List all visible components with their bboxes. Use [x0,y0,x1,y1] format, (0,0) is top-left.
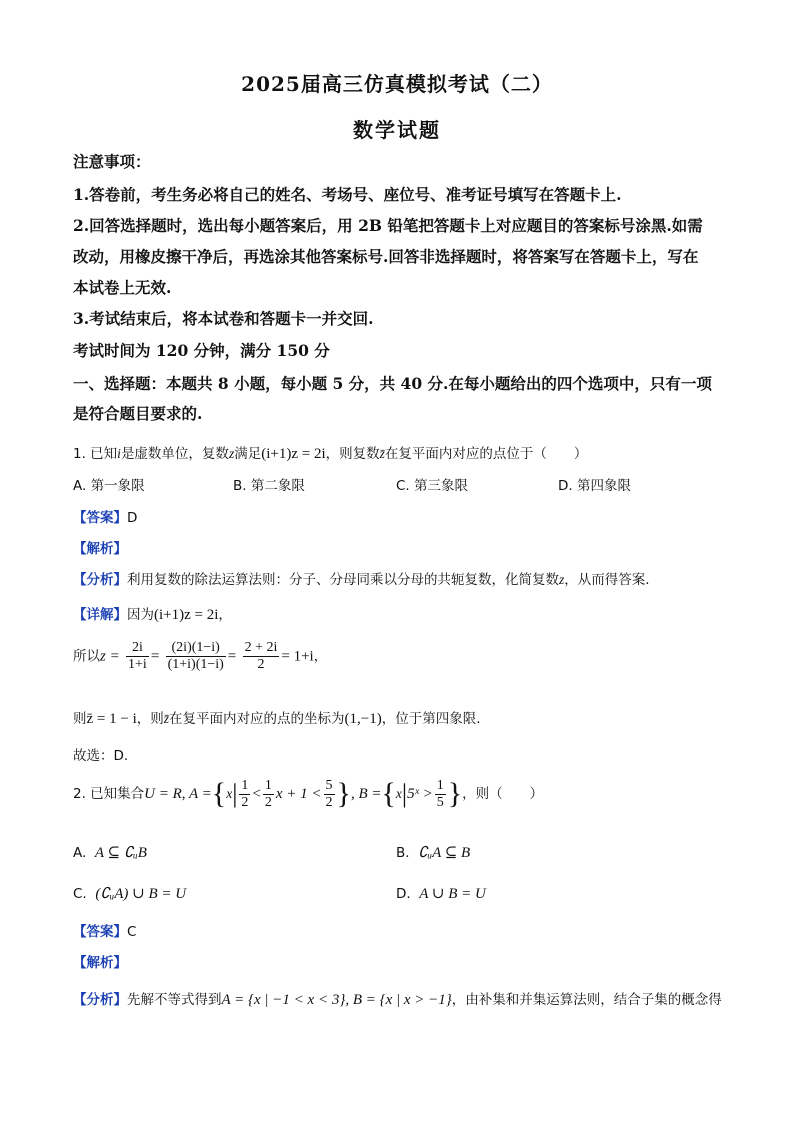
q2-option-b [396,843,470,862]
q2-option-d [396,884,486,903]
q1-equation: (i+1)z = 2i [261,446,326,462]
notice-heading: 注意事项： [73,152,151,171]
fraction-den: (1+i)(1−i) [167,657,224,672]
q1-answer-value: D [127,510,138,526]
notice-line-2: 2.回答选择题时，选出每小题答案后，用 2B 铅笔把答题卡上对应题目的答案标号涂黑.如需 [73,216,703,235]
answer-tag: 【答案】 [73,510,127,526]
fraction [166,640,226,673]
fraction-den: 2 [264,794,272,810]
fraction-den: 5 [436,794,444,810]
fraction-num: 1 [436,777,444,793]
section-heading-line-1: 一、选择题：本题共 8 小题，每小题 5 分，共 40 分.在每小题给出的四个选项中，只有一项 [73,374,712,393]
fraction-den: 2 [241,794,249,810]
q2-five-x: 5ˣ > [407,786,433,802]
q2-set-u: U = R, A = [144,786,212,802]
q1-fenxi-text: 利用复数的除法运算法则：分子、分母同乘以分母的共轭复数，化简复数 [127,572,559,588]
fraction-num: 2i [126,640,149,657]
q2-lt: < [252,786,261,802]
q1-then-point: (1,−1) [344,711,382,727]
q2-option-a [73,843,147,862]
q1-xiangjie-text: 因为 [127,607,154,623]
option-label: B. [396,845,410,861]
fraction-den: 2 [325,794,333,810]
q1-option-c: C. 第三象限 [396,478,469,494]
analysis-tag: 【解析】 [73,541,127,557]
q2-option-c [73,884,186,903]
fenxi-tag: 【分析】 [73,992,127,1008]
q2-fenxi-text: ，由补集和并集运算法则，结合子集的概念得 [451,992,722,1008]
q2-mid: x + 1 < [275,786,322,802]
q1-zbar: z̄ [379,446,385,461]
notice-line-3: 改动，用橡皮擦干净后，再选涂其他答案标号.回答非选择题时，将答案写在答题卡上，写在 [73,247,699,266]
q1-stem [73,442,587,463]
q1-stem-text: 满足 [234,446,262,462]
q1-fenxi-z: z [559,572,565,587]
q1-i: i [117,446,121,461]
option-math: (∁ᵤA) ∪ B = U [95,886,187,902]
q1-stem-text: 是虚数单位，复数 [120,446,229,462]
q1-answer [73,506,137,526]
option-label: A. [73,845,87,861]
exam-subtitle: 数学试题 [353,118,441,142]
q2-fenxi [73,988,722,1009]
q2-x: x [395,786,402,801]
q2-x: x [226,786,233,801]
analysis-tag: 【解析】 [73,955,127,971]
fraction-num: 1 [264,777,272,793]
section-heading-line-2: 是符合题目要求的. [73,404,203,423]
q1-stem-text: ，则复数 [325,446,380,462]
q1-then-text: ，位于第四象限. [381,711,481,727]
q2-stem-text: 2. 已知集合 [73,786,145,802]
q1-option-b: B. 第二象限 [233,478,305,494]
exam-time-note: 考试时间为 120 分钟，满分 150 分 [73,341,330,360]
notice-line-4: 本试卷上无效. [73,278,172,297]
fraction-den: 2 [257,657,265,672]
q1-conclusion [73,707,481,728]
q1-so-text: 所以 [73,648,100,665]
option-math: A ∪ B = U [419,886,486,902]
q1-xiangjie-text: ， [218,607,232,623]
q2-fenxi-text: 先解不等式得到 [127,992,222,1008]
q1-then-text: 则 [73,711,87,727]
fraction-num: 2 + 2i [244,640,278,655]
q1-fenxi-text: ，从而得答案. [564,572,650,588]
q1-stem-text: 1. 已知 [73,446,118,462]
q2-set-b: , B = [350,786,382,802]
xiangjie-tag: 【详解】 [73,607,127,623]
fraction-num: 1 [241,777,249,793]
q2-answer-value: C [127,924,137,940]
q1-z: z [228,446,235,461]
q1-so-z: z = [100,648,120,665]
q2-fenxi-eq: A = {x | −1 < x < 3}, B = {x | x > −1} [221,992,452,1008]
q1-then-text: 在复平面内对应的点的坐标为 [169,711,345,727]
option-math: A ⊆ ∁ᵤB [94,845,147,861]
q1-choose: 故选：D. [73,748,129,764]
exam-title: 2025届高三仿真模拟考试（二） [241,72,553,96]
option-math: ∁ᵤA ⊆ B [418,845,471,861]
fraction [239,778,250,811]
q1-so-tail: = 1+i [281,648,314,665]
fraction [324,778,335,811]
q1-xiangjie [73,603,232,624]
notice-line-1: 1.答卷前，考生务必将自己的姓名、考场号、座位号、准考证号填写在答题卡上. [73,185,622,204]
q1-option-a: A. 第一象限 [73,478,145,494]
fraction [243,640,280,673]
q2-answer [73,920,136,940]
q1-so-text: ， [313,648,328,665]
q1-option-d: D. 第四象限 [558,478,631,494]
q2-stem: 2. 已知集合U = R, A ={x| $\frac{1}{2}$ < $\frac{1}{2}$ x + 1 < $\frac{5}{2}$ }, B ={x|5ˣ > $\frac{1}{5}$ }，则（ ） [73,777,544,810]
q2-stem-text: ，则（ ） [462,786,544,802]
option-label: D. [396,886,411,902]
notice-line-5: 3.考试结束后，将本试卷和答题卡一并交回. [73,309,374,328]
option-label: C. [73,886,87,902]
fraction [263,778,274,811]
q1-then-text: ，则 [136,711,164,727]
fraction [435,778,446,811]
q1-derivation: 所以z = $\frac{2i}{1+i}$ = $\frac{(2i)(1-i)}{(1+i)(1-i)}$ = $\frac{2 + 2i}{2}$ = 1+i， [73,640,328,672]
q2-analysis-label [73,951,127,971]
fraction-num: (2i)(1−i) [166,640,226,657]
fraction-den: 1+i [128,657,147,672]
q1-then-zbar: z̄ [163,711,170,726]
fenxi-tag: 【分析】 [73,572,127,588]
q1-analysis-label [73,537,127,557]
answer-tag: 【答案】 [73,924,127,940]
fraction-num: 5 [325,777,333,793]
q1-stem-text: 在复平面内对应的点位于（ ） [384,446,588,462]
q1-fenxi [73,568,650,588]
q1-xiangjie-eq: (i+1)z = 2i [154,607,219,623]
fraction [126,640,149,673]
q1-then-eq: z̄ = 1 − i [86,711,137,727]
